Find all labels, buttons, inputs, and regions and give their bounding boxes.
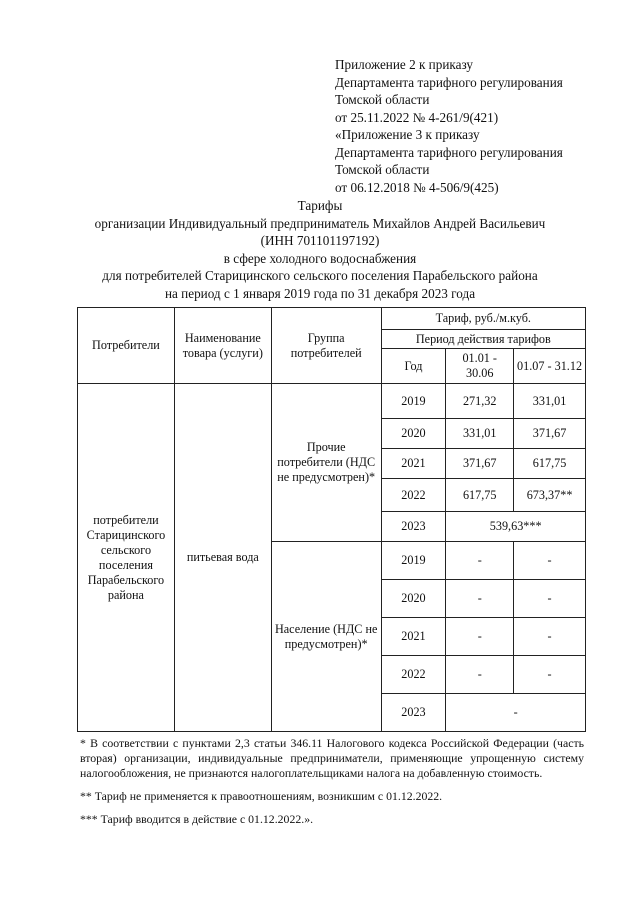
- header-line: Томской области: [335, 162, 430, 177]
- tariff-cell: 673,37**: [514, 479, 586, 512]
- tariff-cell: -: [514, 542, 586, 580]
- tariff-cell: 617,75: [514, 449, 586, 479]
- title-line: организации Индивидуальный предприниматель Михайлов Андрей Васильевич: [94, 215, 546, 231]
- tariff-cell: 371,67: [514, 419, 586, 449]
- year-cell: 2022: [381, 656, 446, 694]
- table-row: [78, 384, 586, 419]
- tariff-cell: -: [446, 618, 514, 656]
- year-cell: 2021: [381, 449, 446, 479]
- header-line: Департамента тарифного регулирования: [335, 74, 563, 90]
- tariff-cell: -: [446, 694, 586, 732]
- title-line: в сфере холодного водоснабжения: [223, 250, 417, 266]
- year-cell: 2019: [381, 542, 446, 580]
- product-cell: питьевая вода: [174, 384, 271, 732]
- title-line: на период с 1 января 2019 года по 31 декабря 2023 года: [164, 285, 476, 301]
- year-cell: 2020: [381, 580, 446, 618]
- consumers-cell: потребители Старицинского сельского поселения Парабельского района: [78, 384, 175, 732]
- header-line: от 25.11.2022 № 4-261/9(421): [335, 109, 499, 125]
- tariff-cell: 331,01: [514, 384, 586, 419]
- tariff-cell: -: [514, 580, 586, 618]
- table-header-row: [78, 308, 586, 330]
- tariff-cell: 539,63***: [446, 512, 586, 542]
- header-product: Наименование товара (услуги): [174, 308, 271, 384]
- header-group: Группа потребителей: [271, 308, 381, 384]
- group-cell: Население (НДС не предусмотрен)*: [271, 542, 381, 732]
- header-line: Томской области: [335, 92, 430, 107]
- order-header: [335, 56, 563, 196]
- footnotes: [80, 736, 584, 835]
- document-title: [0, 197, 640, 302]
- year-cell: 2023: [381, 694, 446, 732]
- year-cell: 2022: [381, 479, 446, 512]
- footnote: ** Тариф не применяется к правоотношениям, возникшим с 01.12.2022.: [80, 789, 443, 803]
- footnote: * В соответствии с пунктами 2,3 статьи 346.11 Налогового кодекса Российской Федерации (часть вторая) организации, индивидуальные предприниматели, применяющие упрощенную систему налогообложения, не признаются налогоплательщиками налога на добавленную стоимость.: [80, 736, 584, 780]
- header-half1: 01.01 - 30.06: [446, 349, 514, 384]
- title-line: (ИНН 701101197192): [260, 233, 380, 248]
- tariff-cell: 617,75: [446, 479, 514, 512]
- header-line: от 06.12.2018 № 4-506/9(425): [335, 179, 499, 195]
- tariff-table: [77, 307, 586, 732]
- tariff-cell: 271,32: [446, 384, 514, 419]
- header-line: «Приложение 3 к приказу: [335, 127, 480, 142]
- tariff-cell: 371,67: [446, 449, 514, 479]
- year-cell: 2019: [381, 384, 446, 419]
- header-line: Департамента тарифного регулирования: [335, 144, 563, 160]
- tariff-cell: 331,01: [446, 419, 514, 449]
- tariff-cell: -: [446, 580, 514, 618]
- tariff-cell: -: [514, 618, 586, 656]
- title-line: для потребителей Старицинского сельского поселения Парабельского района: [102, 268, 538, 283]
- footnote: *** Тариф вводится в действие с 01.12.2022.».: [80, 812, 314, 826]
- header-line: Приложение 2 к приказу: [335, 57, 473, 72]
- year-cell: 2023: [381, 512, 446, 542]
- header-consumers: Потребители: [78, 308, 175, 384]
- header-year: Год: [381, 349, 446, 384]
- header-half2: 01.07 - 31.12: [514, 349, 586, 384]
- tariff-cell: -: [514, 656, 586, 694]
- group-cell: Прочие потребители (НДС не предусмотрен)*: [271, 384, 381, 542]
- title-line: Тарифы: [297, 198, 343, 213]
- header-tariff: Тариф, руб./м.куб.: [381, 308, 585, 330]
- year-cell: 2021: [381, 618, 446, 656]
- tariff-cell: -: [446, 656, 514, 694]
- year-cell: 2020: [381, 419, 446, 449]
- header-period: Период действия тарифов: [381, 330, 585, 349]
- tariff-cell: -: [446, 542, 514, 580]
